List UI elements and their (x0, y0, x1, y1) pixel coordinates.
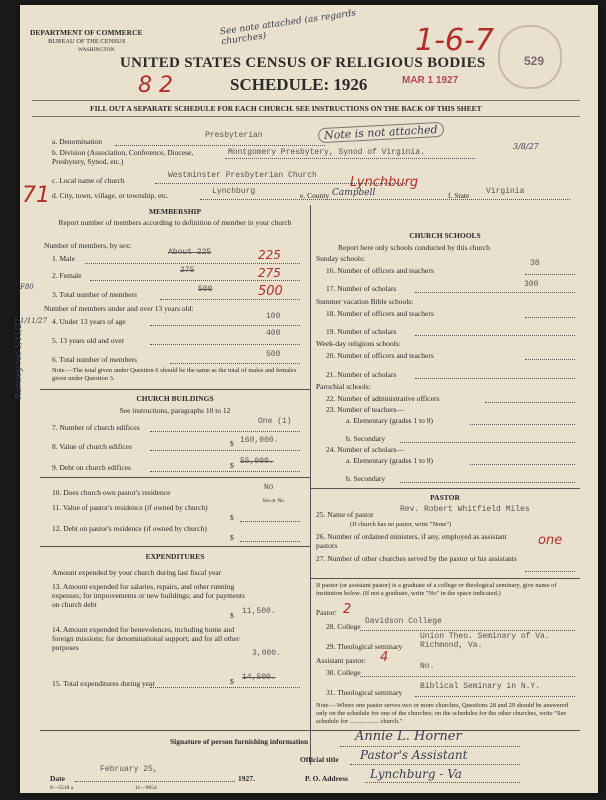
buildings-heading: CHURCH BUILDINGS (136, 394, 214, 403)
q-age-label: Number of members under and over 13 years old: (44, 304, 194, 313)
fill-line (150, 343, 300, 345)
q25-value: Rev. Robert Whitfield Miles (400, 505, 530, 514)
q1-red: 225 (258, 248, 281, 262)
red-number-left: 8 2 (138, 73, 173, 98)
q25-hint: (If church has no pastor, write "None") (350, 521, 452, 528)
fill-line (525, 316, 575, 318)
q29-value: Union Theo. Seminary of Va. Richmond, Va. (420, 632, 550, 650)
q2-typed: 275 (180, 266, 195, 275)
q10-hint: Yes or No (262, 498, 285, 504)
city-value: Lynchburg (212, 187, 256, 196)
denomination-label: a. Denomination (52, 137, 102, 146)
fill-line (150, 324, 300, 326)
summer-label: Summer vacation Bible schools: (316, 297, 414, 306)
pastor-mark: 2 (343, 602, 352, 617)
bureau-label: BUREAU OF THE CENSUS (48, 38, 126, 45)
pastor-intro: If pastor (or assistant pastor) is a graduate of a college or theological seminary, give name of institution below. (If not a graduate, write "No" in the space indicated.) (316, 582, 557, 597)
county-value: Campbell (332, 188, 376, 198)
fill-line (240, 520, 300, 522)
q13-label: 13. Amount expended for salaries, repairs, and other running expenses; for improvements or new buildings; and for payments on church debt (52, 582, 245, 609)
q17-label: 17. Number of scholars (326, 284, 397, 293)
fill-line (75, 780, 235, 782)
fill-line (400, 441, 575, 443)
state-value: Virginia (486, 187, 525, 196)
q16-value: 38 (530, 259, 540, 268)
q3-typed: 500 (198, 285, 213, 294)
q31-label: 31. Theological seminary (326, 688, 403, 697)
q19-label: 19. Number of scholars (326, 327, 397, 336)
fill-line (400, 481, 575, 483)
q8-label: 8. Value of church edifices (52, 442, 133, 451)
red-number-right: 1-6-7 (415, 23, 494, 58)
assistant-mark: 4 (380, 650, 389, 665)
fill-line (525, 273, 575, 275)
membership-heading: MEMBERSHIP (148, 207, 202, 216)
sunday-label: Sunday schools: (316, 254, 365, 263)
fill-line (415, 695, 575, 697)
q15-label: 15. Total expenditures during year (52, 679, 155, 688)
q3-red: 500 (258, 284, 283, 299)
schedule-title: SCHEDULE: 1926 (230, 75, 368, 94)
q3-label: 3. Total number of members (52, 290, 137, 299)
q2-red: 275 (258, 266, 281, 280)
denomination-value: Presbyterian (205, 131, 263, 140)
parochial-label: Parochial schools: (316, 382, 371, 391)
divider (40, 730, 580, 731)
official-title-value: Pastor's Assistant (360, 748, 468, 762)
note-not-attached: Note is not attached (318, 122, 444, 144)
q10-value: No (264, 483, 274, 492)
form-code-2: 11—9054 (135, 785, 157, 791)
q24b-label: b. Secondary (346, 474, 386, 483)
q17-value: 300 (524, 280, 539, 289)
q2-label: 2. Female (52, 271, 82, 280)
divider (310, 488, 580, 489)
divider (310, 578, 580, 579)
q22-label: 22. Number of administrative officers (326, 394, 440, 403)
q10-label: 10. Does church own pastor's residence (52, 488, 171, 497)
fill-line (160, 298, 300, 300)
q11-label: 11. Value of pastor's residence (if owned by church) (52, 503, 208, 512)
divider (40, 477, 310, 478)
buildings-sub: See instructions, paragraphs 10 to 12 (119, 406, 231, 415)
margin-f80: F80 (20, 283, 34, 291)
church-name-value: Westminster Presbyterian Church (168, 171, 317, 180)
divider (40, 389, 310, 390)
q28-value: Davidson College (365, 617, 442, 626)
dollar-sign: $ (230, 611, 234, 620)
fill-line (485, 401, 575, 403)
fill-line (415, 377, 575, 379)
signature-value: Annie L. Horner (355, 729, 462, 744)
fill-line (90, 279, 300, 281)
q9-label: 9. Debt on church edifices (52, 463, 131, 472)
fill-line (360, 675, 575, 677)
q6-value: 500 (266, 350, 281, 359)
year-value: 1927. (238, 774, 255, 783)
date-label: Date (50, 774, 65, 783)
dollar-sign: $ (230, 677, 234, 686)
q29-label: 29. Theological seminary (326, 642, 403, 651)
q31-value: Biblical Seminary in N.Y. (420, 682, 541, 691)
fill-line (150, 449, 300, 451)
q6-label: 6. Total number of members (52, 355, 137, 364)
q1-typed: About 225 (168, 248, 212, 257)
q5-label: 5. 13 years old and over (52, 336, 125, 345)
q28-label: 28. College (326, 622, 361, 631)
fill-line (470, 423, 575, 425)
q5-value: 400 (266, 329, 281, 338)
signature-label: Signature of person furnishing information (170, 737, 309, 746)
division-value: Montgomery Presbytery, Synod of Virginia. (228, 148, 425, 157)
q23b-label: b. Secondary (346, 434, 386, 443)
q26-value: one (538, 533, 563, 548)
red-lynchburg: Lynchburg (350, 175, 419, 190)
q14-value: 3,000. (252, 649, 281, 658)
official-title-label: Official title (300, 755, 339, 764)
q16-label: 16. Number of officers and teachers (326, 266, 434, 275)
q-sex-label: Number of members, by sex: (44, 241, 132, 250)
week-label: Week-day religious schools: (316, 339, 401, 348)
margin-note: Ramsey rec 1/11/27 (14, 318, 23, 399)
membership-note: Note.—The total given under Question 6 should be the same as the total of males and females given under Question 3. (52, 367, 297, 382)
fill-line (340, 745, 520, 747)
q4-label: 4. Under 13 years of age (52, 317, 126, 326)
dept-label: DEPARTMENT OF COMMERCE (30, 28, 143, 37)
dollar-sign: $ (230, 513, 234, 522)
q8-value: 160,000. (240, 436, 279, 445)
q18-label: 18. Number of officers and teachers (326, 309, 434, 318)
q13-value: 11,500. (242, 607, 276, 616)
fill-line (525, 570, 575, 572)
fill-line (365, 781, 520, 783)
q26-label: 26. Number of ordained ministers, if any, employed as assistant pastors (316, 532, 507, 550)
q25-label: 25. Name of pastor (316, 510, 374, 519)
q4-value: 100 (266, 312, 281, 321)
q23a-label: a. Elementary (grades 1 to 8) (346, 416, 434, 425)
q24a-label: a. Elementary (grades 1 to 8) (346, 456, 434, 465)
schools-heading: CHURCH SCHOOLS (409, 231, 481, 240)
divider (32, 100, 580, 101)
stamp-number: 529 (524, 54, 545, 68)
q12-label: 12. Debt on pastor's residence (if owned by church) (52, 524, 207, 533)
dollar-sign: $ (230, 533, 234, 542)
margin-date: 1/11/27 (20, 317, 47, 325)
dollar-sign: $ (230, 439, 234, 448)
church-name-label: c. Local name of church (52, 176, 125, 185)
q27-label: 27. Number of other churches served by the pastor or his assistants (316, 554, 517, 563)
fill-line (85, 262, 300, 264)
expenditures-sub: Amount expended by your church during last fiscal year (52, 568, 222, 577)
margin-red-number: 71 (22, 183, 50, 208)
fill-line (170, 362, 300, 364)
fill-line (470, 463, 575, 465)
q14-label: 14. Amount expended for benevolences, including home and foreign missions; for denominational support; and for all other purposes (52, 625, 240, 652)
po-address-label: P. O. Address (305, 774, 348, 783)
q7-value: One (1) (258, 417, 292, 426)
received-stamp-date: MAR 1 1927 (402, 75, 459, 86)
q15-value: 14,500. (242, 673, 276, 682)
city-label-d: d. City, town, village, or township, etc. (52, 191, 169, 200)
dollar-sign: $ (230, 461, 234, 470)
column-divider (310, 205, 311, 765)
fill-line (150, 470, 300, 472)
fill-line (150, 686, 300, 688)
q21-label: 21. Number of scholars (326, 370, 397, 379)
assistant-label: Assistant pastor: (316, 656, 366, 665)
q1-label: 1. Male (52, 254, 75, 263)
pencil-top-note: See note attached (as regards churches) (219, 8, 357, 48)
q30-label: 30. College (326, 668, 361, 677)
fill-line (225, 157, 475, 159)
county-label: e. County (300, 191, 330, 200)
pastor-heading: PASTOR (430, 493, 460, 502)
expenditures-heading: EXPENDITURES (145, 552, 205, 561)
city-label: WASHINGTON (78, 47, 115, 53)
q23-label: 23. Number of teachers— (326, 405, 404, 414)
po-address-value: Lynchburg - Va (370, 767, 462, 781)
fill-line (115, 144, 325, 146)
q9-value: 55,000. (240, 457, 274, 466)
q7-label: 7. Number of church edifices (52, 423, 140, 432)
fill-line (360, 629, 575, 631)
q24-label: 24. Number of scholars— (326, 445, 404, 454)
membership-sub: Report number of members according to definition of member in your church (58, 218, 292, 227)
pastor-note: Note.—Where one pastor serves two or more churches, Questions 28 and 29 should be answered only on the schedule for one of the churches; on the schedules for the other churches, write "See schedule for .................. church." (316, 702, 568, 725)
date-value: February 25, (100, 765, 158, 774)
q20-label: 20. Number of officers and teachers (326, 351, 434, 360)
fill-line (525, 358, 575, 360)
fill-line (415, 334, 575, 336)
divider (32, 116, 580, 117)
instruction-line: FILL OUT A SEPARATE SCHEDULE FOR EACH CHURCH. SEE INSTRUCTIONS ON THE BACK OF THIS SHEET (90, 104, 482, 113)
divider (40, 546, 310, 547)
state-label: f. State (448, 191, 470, 200)
form-code: 8—5518 a (50, 785, 74, 791)
census-schedule-sheet (14, 5, 598, 793)
schools-sub: Report here only schools conducted by this church (338, 243, 490, 252)
fill-line (150, 430, 300, 432)
fill-line (350, 763, 520, 765)
note-date: 3/8/27 (513, 142, 539, 151)
pastor-label: Pastor: (316, 608, 337, 617)
division-label: b. Division (Association, Conference, Diocese, Presbytery, Synod, etc.) (52, 148, 194, 166)
form-title: UNITED STATES CENSUS OF RELIGIOUS BODIES (120, 55, 486, 71)
fill-line (240, 540, 300, 542)
fill-line (200, 198, 570, 200)
fill-line (415, 291, 575, 293)
q30-value: No. (420, 662, 435, 671)
